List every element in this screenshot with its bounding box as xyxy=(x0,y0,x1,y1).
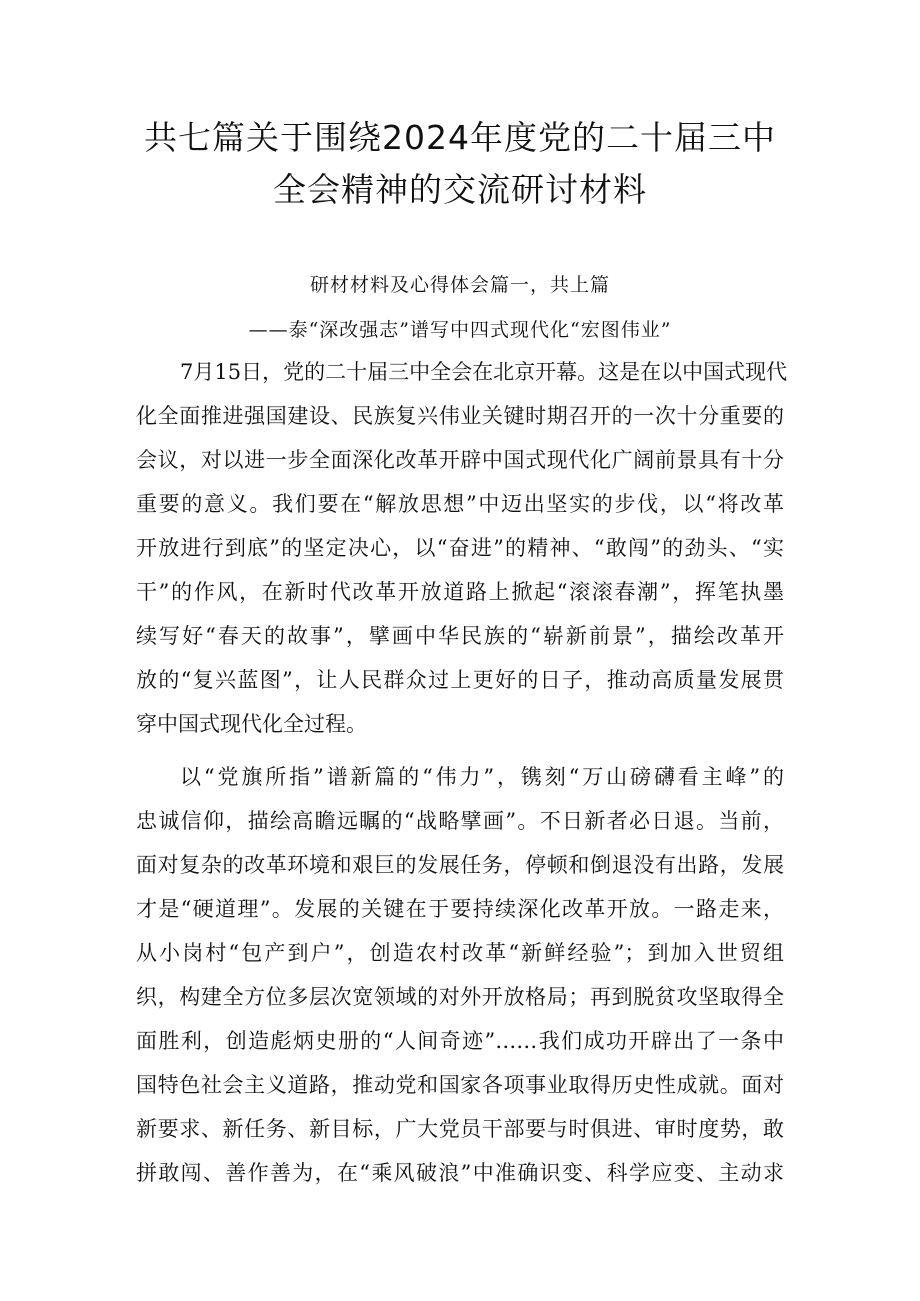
paragraph-2-line: 国特色社会主义道路，推动党和国家各项事业取得历史性成就。面对 xyxy=(136,1073,784,1097)
document-title-line-1: 共七篇关于围绕2024年度党的二十届三中 xyxy=(144,118,776,157)
paragraph-1-line: 放的“复兴蓝图”，让人民群众过上更好的日子，推动高质量发展贯 xyxy=(136,668,784,692)
paragraph-1-line: 开放进行到底”的坚定决心，以“奋进”的精神、“敢闯”的劲头、“实 xyxy=(136,536,784,560)
paragraph-1-line: 干”的作风，在新时代改革开放道路上掀起“滚滚春潮”，挥笔执墨 xyxy=(136,580,784,604)
section-heading: 研材材料及心得体会篇一，共上篇 xyxy=(309,274,610,296)
paragraph-1-line: 重要的意义。我们要在“解放思想”中迈出坚实的步伐，以“将改革 xyxy=(136,492,784,516)
paragraph-2-line: 才是“硬道理”。发展的关键在于要持续深化改革开放。一路走来， xyxy=(136,897,784,921)
section-subheading: ——泰“深改强志”谱写中四式现代化“宏图伟业” xyxy=(248,319,672,341)
paragraph-2-line: 面对复杂的改革环境和艰巨的发展任务，停顿和倒退没有出路，发展 xyxy=(136,853,784,877)
paragraph-1-line: 7月15日，党的二十届三中全会在北京开幕。这是在以中国式现代 xyxy=(180,360,788,384)
paragraph-2-line: 织，构建全方位多层次宽领域的对外开放格局；再到脱贫攻坚取得全 xyxy=(136,985,784,1009)
paragraph-1-line: 会议，对以进一步全面深化改革开辟中国式现代化广阔前景具有十分 xyxy=(136,448,784,472)
paragraph-2-line: 忠诚信仰，描绘高瞻远瞩的“战略擘画”。不日新者必日退。当前， xyxy=(136,809,784,833)
paragraph-1-line: 续写好“春天的故事”，擘画中华民族的“崭新前景”，描绘改革开 xyxy=(136,624,784,648)
paragraph-2-line: 新要求、新任务、新目标，广大党员干部要与时俱进、审时度势，敢 xyxy=(136,1117,784,1141)
paragraph-2-line: 拼敢闯、善作善为，在“乘风破浪”中准确识变、科学应变、主动求 xyxy=(136,1161,784,1185)
paragraph-1-line: 穿中国式现代化全过程。 xyxy=(136,712,367,736)
paragraph-1-line: 化全面推进强国建设、民族复兴伟业关键时期召开的一次十分重要的 xyxy=(136,404,784,428)
paragraph-2-line: 以“党旗所指”谱新篇的“伟力”，镌刻“万山磅礴看主峰”的 xyxy=(180,765,784,789)
paragraph-2-line: 面胜利，创造彪炳史册的“人间奇迹”……我们成功开辟出了一条中 xyxy=(136,1029,784,1053)
document-title-line-2: 全会精神的交流研讨材料 xyxy=(273,170,647,209)
paragraph-2-line: 从小岗村“包产到户”，创造农村改革“新鲜经验”；到加入世贸组 xyxy=(136,941,784,965)
